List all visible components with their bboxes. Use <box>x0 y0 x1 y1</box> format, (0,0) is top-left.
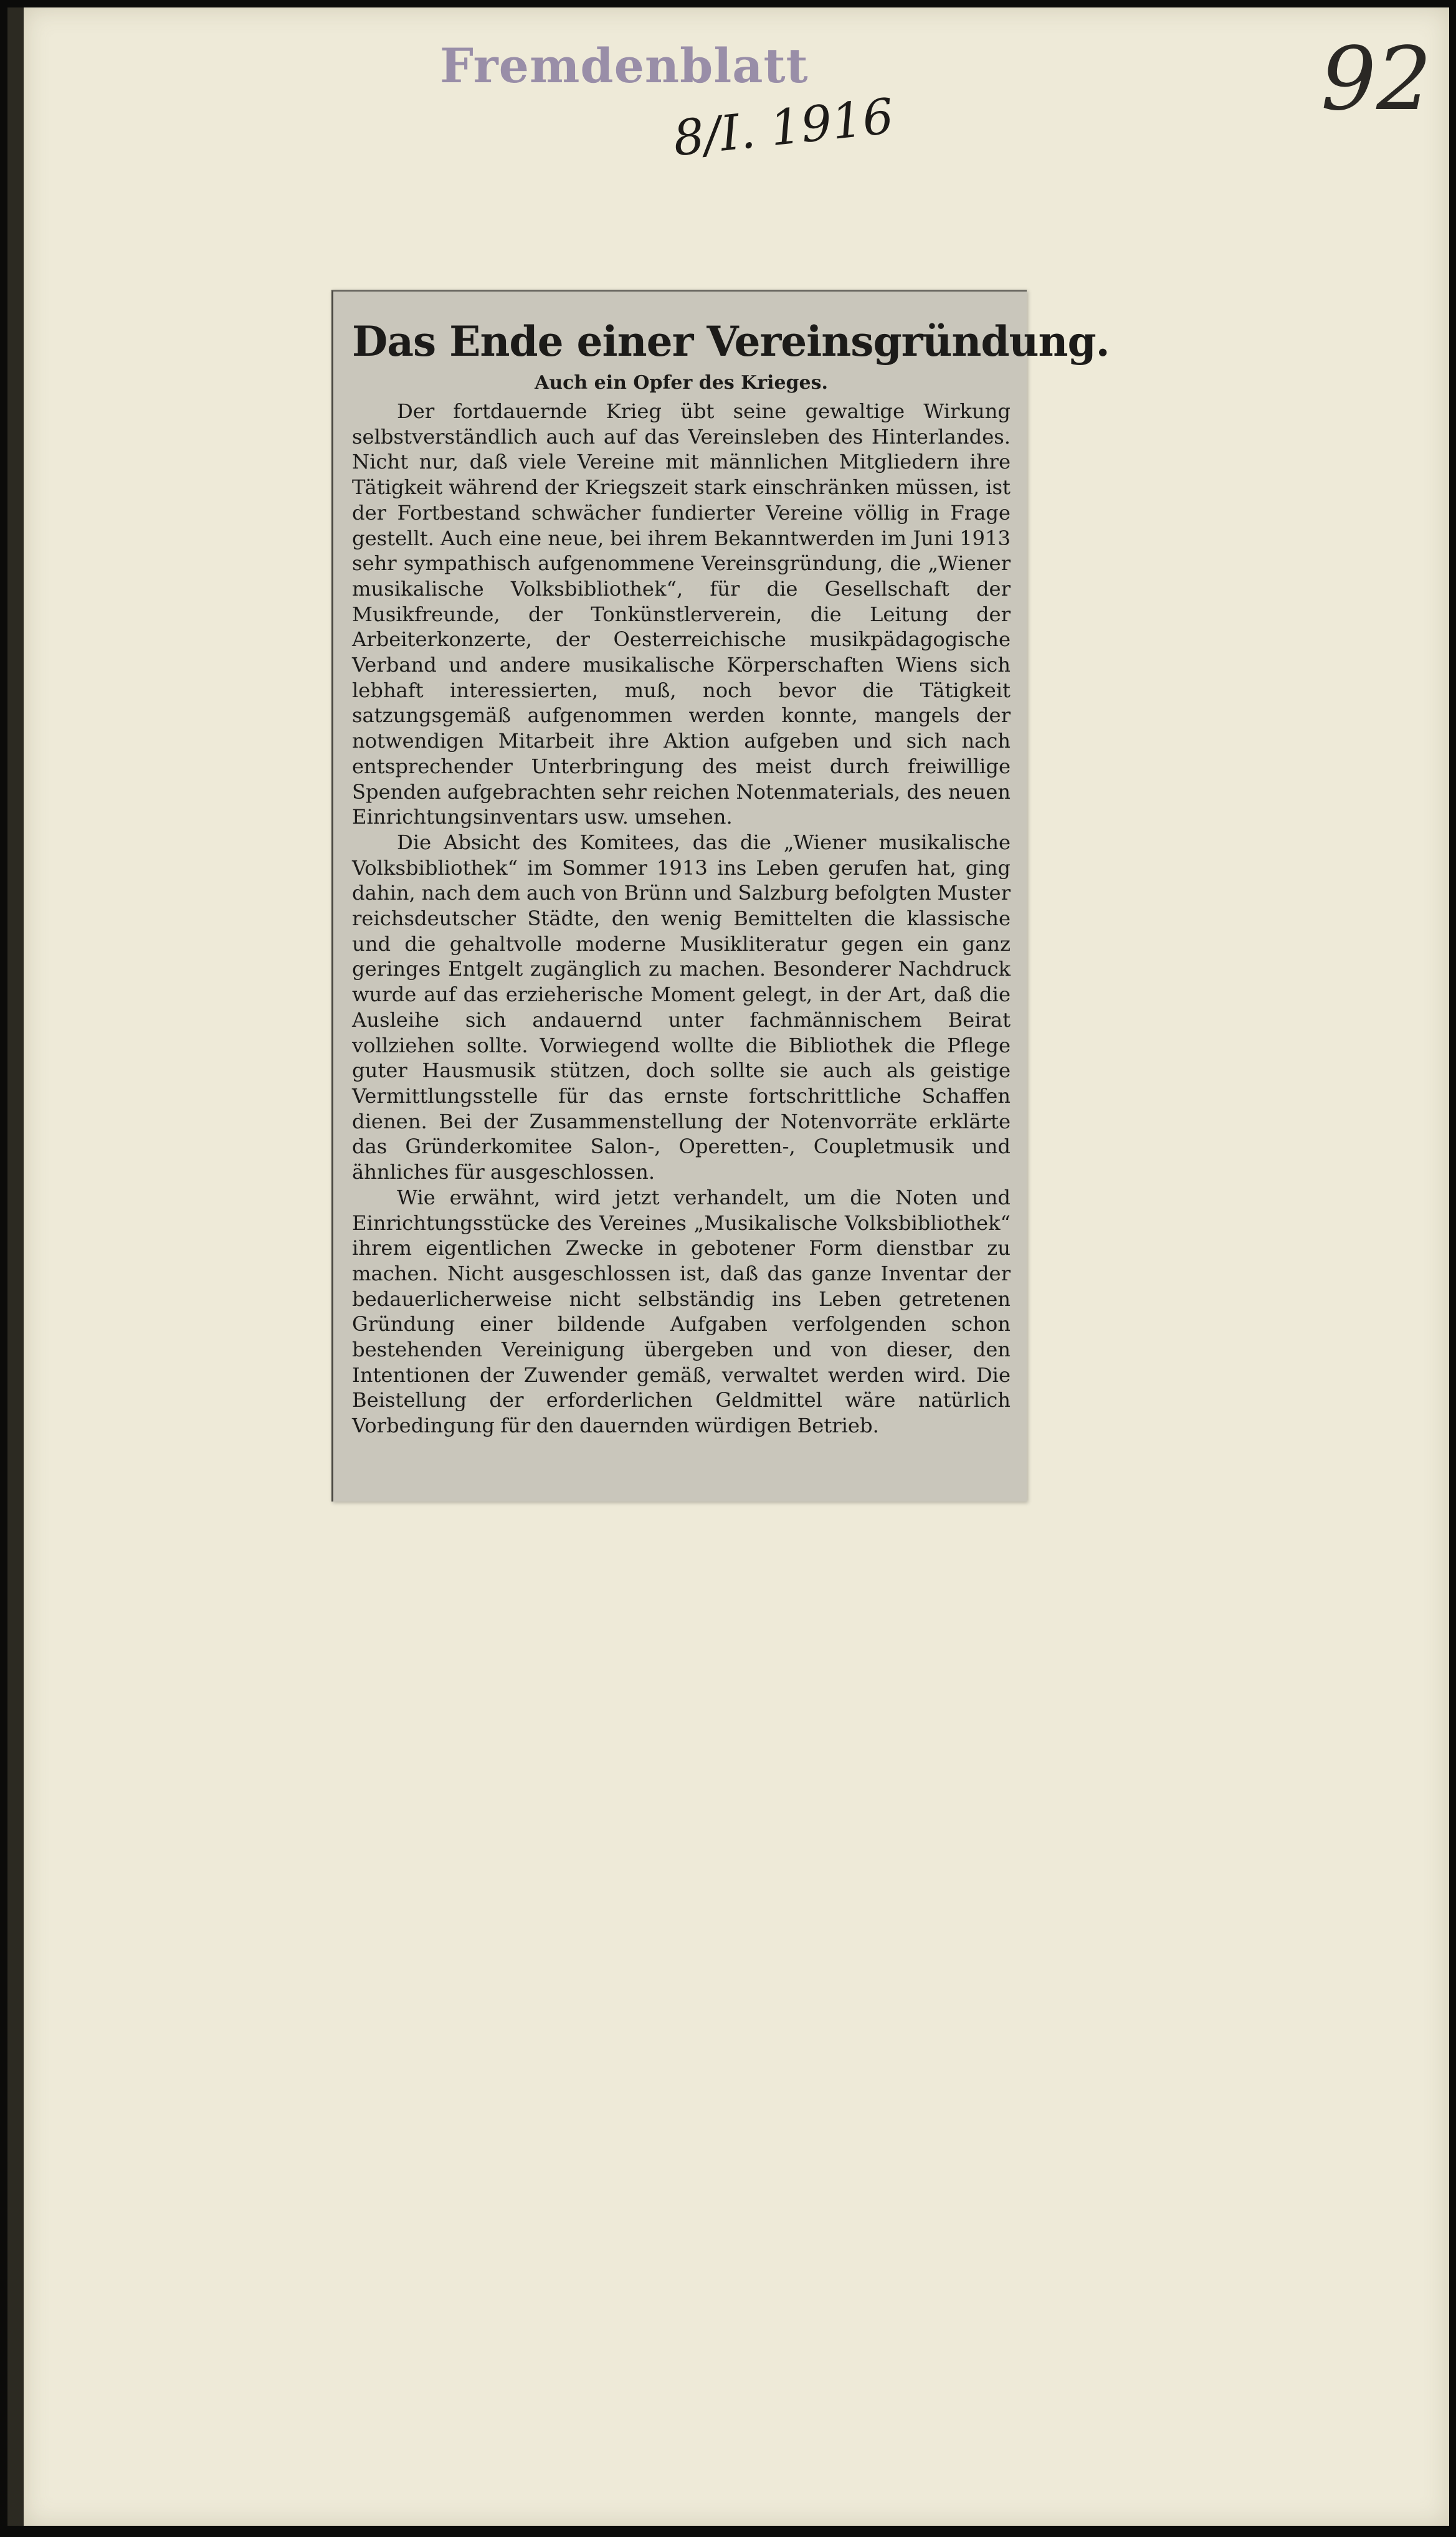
newspaper-clipping <box>331 290 1110 1502</box>
article-headline: Das Ende einer Vereinsgründung. <box>352 317 1110 366</box>
article-paragraph-1: Der fortdauernde Krieg übt seine gewaltige Wirkung selbstverständlich auch auf das Vereinsleben des Hinterlandes. Nicht nur, daß viele Vereine mit männlichen Mitgliedern ihre Tätigkeit während der Kriegszeit stark einschränken müssen, ist der Fortbestand schwächer fundierter Vereine völlig in Frage gestellt. Auch eine neue, bei ihrem Bekanntwerden im Juni 1913 sehr sympathisch aufgenommene Vereinsgründung, die „Wiener musikalische Volksbibliothek“, für die Gesellschaft der Musikfreunde, der Tonkünstlerverein, die Leitung der Arbeiterkonzerte, der Oesterreichische musikpädagogische Verband und andere musikalische Körperschaften Wiens sich lebhaft interessierten, muß, noch bevor die Tätigkeit satzungsgemäß aufgenommen werden konnte, mangels der notwendigen Mitarbeit ihre Aktion aufgeben und sich nach entsprechender Unterbringung des meist durch freiwillige Spenden aufgebrachten sehr reichen Notenmaterials, des neuen Einrichtungsinventars usw. umsehen. <box>352 399 1011 829</box>
binding-edge <box>7 7 24 2526</box>
article-paragraph-2: Die Absicht des Komitees, das die „Wiener musikalische Volksbibliothek“ im Sommer 1913 ins Leben gerufen hat, ging dahin, nach dem auch von Brünn und Salzburg befolgten Muster reichsdeutscher Städte, den wenig Bemittelten die klassische und die gehaltvolle moderne Musikliteratur gegen ein ganz geringes Entgelt zugänglich zu machen. Besonderer Nachdruck wurde auf das erzieherische Moment gelegt, in der Art, daß die Ausleihe sich andauernd unter fachmännischem Beirat vollziehen sollte. Vorwiegend wollte die Bibliothek die Pflege guter Hausmusik stützen, doch sollte sie auch als geistige Vermittlungsstelle für das ernste fortschrittliche Schaffen dienen. Bei der Zusammenstellung der Notenvorräte erklärte das Gründerkomitee Salon-, Operetten-, Coupletmusik und ähnliches für ausgeschlossen. <box>352 830 1011 1184</box>
handwritten-page-number: 92 <box>1321 29 1432 130</box>
handwritten-date: 8/I. 1916 <box>670 88 897 168</box>
article-paragraph-3: Wie erwähnt, wird jetzt verhandelt, um die Noten und Einrichtungsstücke des Vereines „Musikalische Volksbibliothek“ ihrem eigentlichen Zwecke in gebotener Form dienstbar zu machen. Nicht ausgeschlossen ist, daß das ganze Inventar der bedauerlicherweise nicht selbständig ins Leben getretenen Gründung einer bildende Aufgaben verfolgenden schon bestehenden Vereinigung übergeben und von dieser, den Intentionen der Zuwender gemäß, verwaltet werden wird. Die Beistellung der erforderlichen Geldmittel wäre natürlich Vorbedingung für den dauernden würdigen Betrieb. <box>352 1185 1011 1438</box>
newspaper-source-stamp: Fremdenblatt <box>440 38 809 93</box>
article-subheadline: Auch ein Opfer des Krieges. <box>535 372 828 394</box>
